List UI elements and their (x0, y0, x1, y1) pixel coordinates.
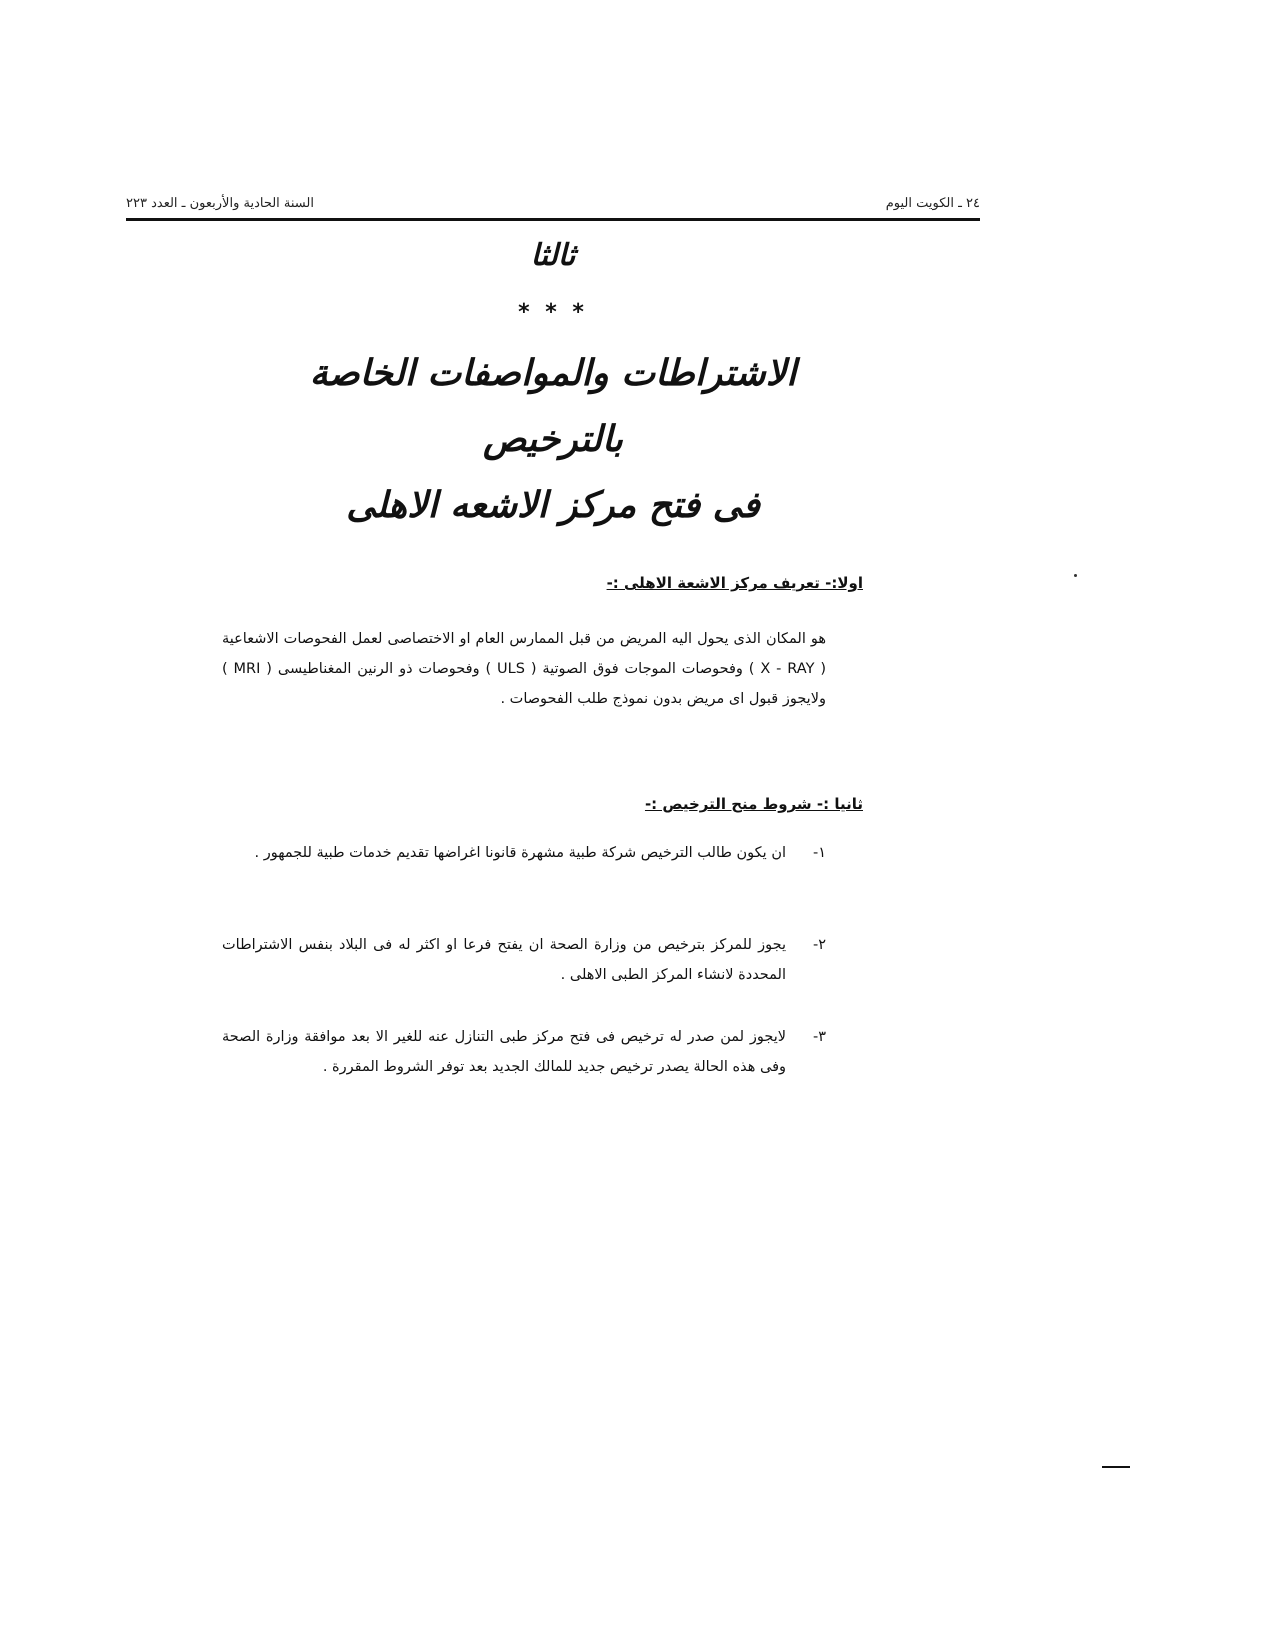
section-number-title: ثالثا (530, 238, 576, 273)
header-page-publication: ٢٤ ـ الكويت اليوم (885, 196, 980, 211)
list-item-text: يجوز للمركز بترخيص من وزارة الصحة ان يفتح فرعا او اكثر له فى البلاد بنفس الاشتراطات المحددة لانشاء المركز الطبى الاهلى . (222, 937, 786, 983)
main-title-line-2: بالترخيص (483, 418, 623, 460)
list-item-text: ان يكون طالب الترخيص شركة طبية مشهرة قانونا اغراضها تقديم خدمات طبية للجمهور . (254, 845, 786, 861)
list-item (222, 930, 826, 990)
list-item (222, 1022, 826, 1082)
list-item-number: ٣- (812, 1029, 826, 1045)
margin-mark (1102, 1466, 1130, 1468)
section-1-heading: اولا:- تعريف مركز الاشعة الاهلى :- (606, 574, 863, 592)
stars-separator: * * * (518, 300, 588, 325)
page-header (126, 196, 980, 216)
section-2-heading: ثانيا :- شروط منح الترخيص :- (644, 795, 863, 813)
list-item-text: لايجوز لمن صدر له ترخيص فى فتح مركز طبى التنازل عنه للغير الا بعد موافقة وزارة الصحة وفى هذه الحالة يصدر ترخيص جديد للمالك الجديد بعد توفر الشروط المقررة . (222, 1029, 786, 1075)
list-item-number: ١- (812, 845, 826, 861)
header-rule (126, 218, 980, 221)
scan-speck (1074, 574, 1077, 577)
list-item-number: ٢- (812, 937, 826, 953)
main-title-line-3: فى فتح مركز الاشعه الاهلى (346, 484, 760, 526)
header-issue-info: السنة الحادية والأربعون ـ العدد ٢٢٣ (126, 196, 314, 211)
list-item (222, 838, 826, 868)
section-1-paragraph: هو المكان الذى يحول اليه المريض من قبل الممارس العام او الاختصاصى لعمل الفحوصات الاشعاعية ( X - RAY ) وفحوصات الموجات فوق الصوتية ( ULS ) وفحوصات ذو الرنين المغناطيسى ( MRI ) ولايجوز قبول اى مريض بدون نموذج طلب الفحوصات . (222, 631, 826, 707)
main-title-line-1: الاشتراطات والمواصفات الخاصة (309, 352, 797, 394)
